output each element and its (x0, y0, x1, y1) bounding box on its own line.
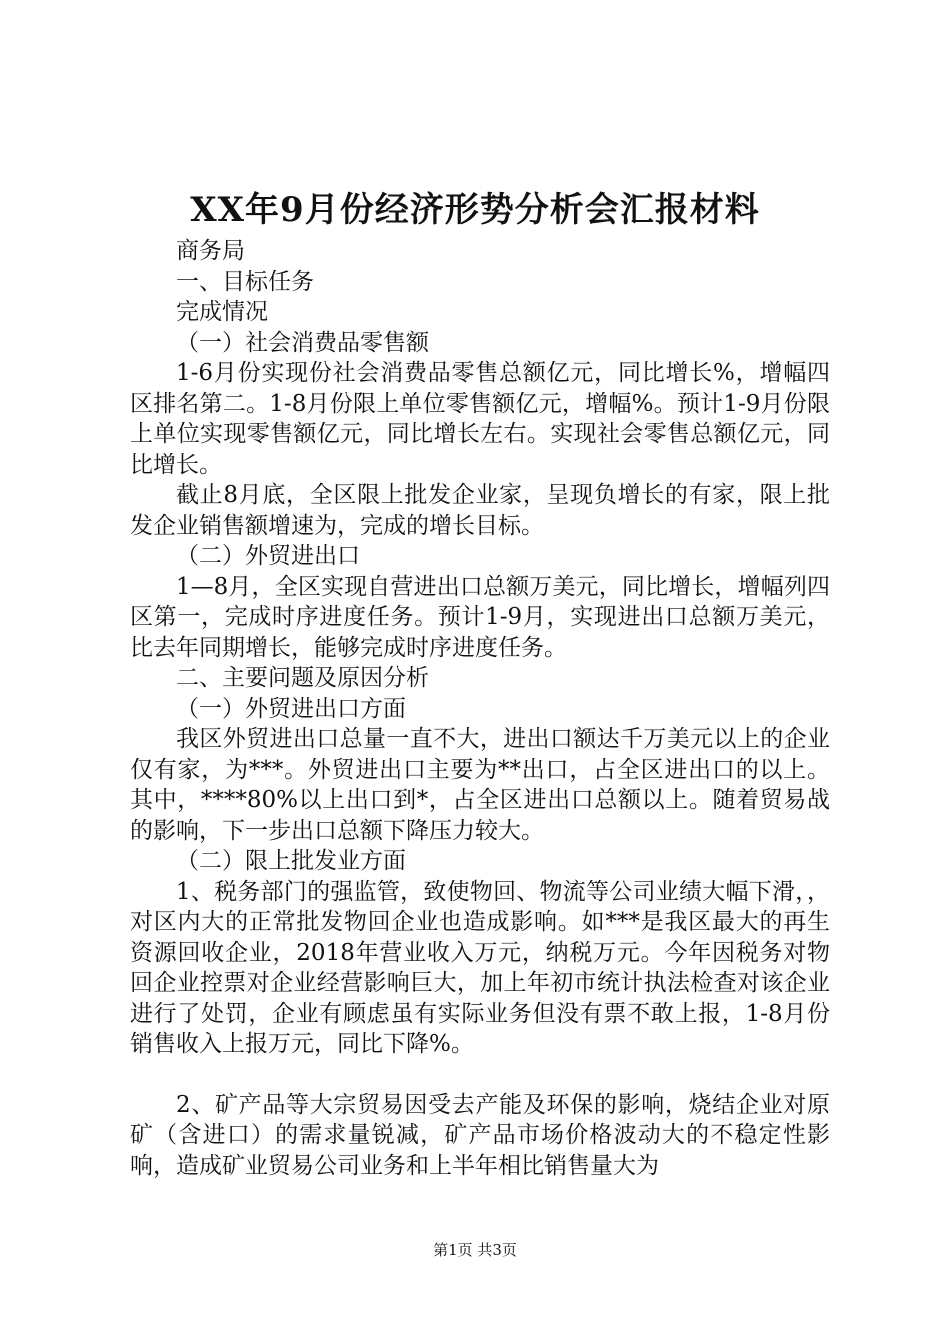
section-heading: 二、主要问题及原因分析 (176, 665, 429, 691)
body-paragraph: 1—8月，全区实现自营进出口总额万美元，同比增长，增幅列四区第一，完成时序进度任务。预计1-9月，实现进出口总额万美元，比去年同期增长，能够完成时序进度任务。 (130, 573, 830, 661)
body-paragraph: 1、税务部门的强监管，致使物回、物流等公司业绩大幅下滑，，对区内大的正常批发物回企业也造成影响。如***是我区最大的再生资源回收企业，2018年营业收入万元，纳税万元。今年因税务对物回企业控票对企业经营影响巨大，加上年初市统计执法检查对该企业进行了处罚，企业有顾虑虽有实际业务但没有票不敢上报，1-8月份销售收入上报万元，同比下降%。 (130, 878, 830, 1057)
subsection-heading: （一）社会消费品零售额 (176, 329, 429, 356)
department-line: 商务局 (176, 238, 245, 264)
document-body (130, 236, 830, 1181)
document-title: XX年9月份经济形势分析会汇报材料 (190, 190, 760, 230)
page-footer: 第1页 共3页 (433, 1241, 517, 1259)
body-paragraph: 2、矿产品等大宗贸易因受去产能及环保的影响，烧结企业对原矿（含进口）的需求量锐减，矿产品市场价格波动大的不稳定性影响，造成矿业贸易公司业务和上半年相比销售量大为 (130, 1091, 830, 1179)
body-paragraph: 我区外贸进出口总量一直不大，进出口额达千万美元以上的企业仅有家，为***。外贸进出口主要为**出口，占全区进出口的以上。其中，****80%以上出口到*，占全区进出口总额以上。随着贸易战的影响，下一步出口总额下降压力较大。 (130, 726, 830, 844)
body-paragraph: 1-6月份实现份社会消费品零售总额亿元，同比增长%，增幅四区排名第二。1-8月份限上单位零售额亿元，增幅%。预计1-9月份限上单位实现零售额亿元，同比增长左右。实现社会零售总额亿元，同比增长。 (130, 360, 830, 478)
body-paragraph: 截止8月底，全区限上批发企业家，呈现负增长的有家，限上批发企业销售额增速为，完成的增长目标。 (130, 482, 830, 539)
subsection-heading: （一）外贸进出口方面 (176, 695, 406, 722)
subsection-heading: 完成情况 (176, 299, 268, 325)
subsection-heading: （二）外贸进出口 (176, 543, 360, 569)
subsection-heading: （二）限上批发业方面 (176, 848, 406, 874)
section-heading: 一、目标任务 (176, 268, 314, 295)
